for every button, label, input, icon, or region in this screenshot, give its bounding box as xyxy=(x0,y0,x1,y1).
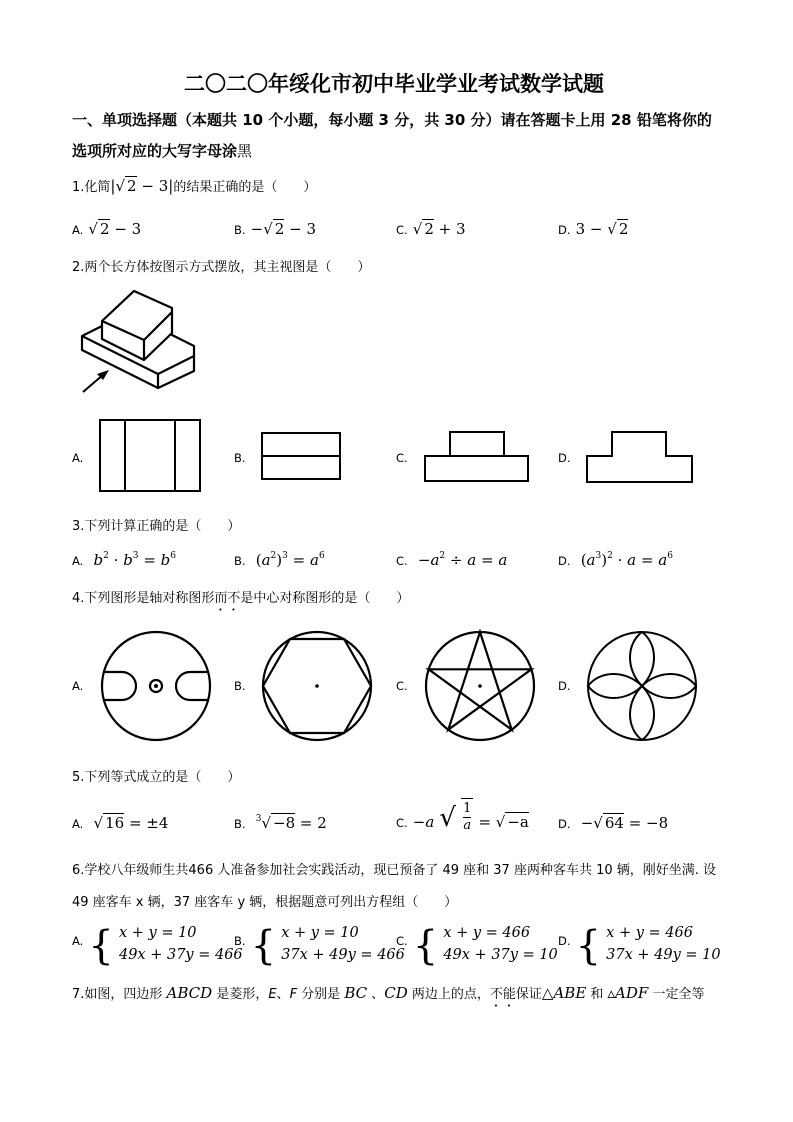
section-heading-line2: 选项所对应的大写字母涂黑 xyxy=(72,142,253,160)
question-5: 5.下列等式成立的是（ ） xyxy=(72,770,241,785)
q4-label-b[interactable]: B. xyxy=(234,679,246,693)
q3-option-d[interactable]: D. $(a^3)^2 \cdot a = a^6$ xyxy=(558,551,673,569)
q4-option-a-figure[interactable] xyxy=(100,630,212,742)
q1-option-b[interactable]: B. −√ 2 − 3 xyxy=(234,220,316,238)
q4-label-a[interactable]: A. xyxy=(72,679,84,693)
q2-option-c-figure[interactable] xyxy=(424,431,530,483)
q2-label-a[interactable]: A. xyxy=(72,451,84,465)
q5-option-d[interactable]: D. −√ 64 = −8 xyxy=(558,814,669,832)
q5-option-a[interactable]: A. √ 16 = ±4 xyxy=(72,814,169,832)
q4-option-c-figure[interactable] xyxy=(424,630,536,742)
question-2: 2.两个长方体按图示方式摆放，其主视图是（ ） xyxy=(72,260,371,275)
q4-option-b-figure[interactable] xyxy=(261,630,373,742)
question-4: 4.下列图形是轴对称图形而不是中心对称图形的是（ ） xyxy=(72,591,410,606)
q5-option-b[interactable]: B. $^3$√ −8 = 2 xyxy=(234,814,327,832)
q5-option-c[interactable]: $_{C.}$ −a √ $\frac{1}{a}$ = √ −a xyxy=(396,798,529,842)
q1-option-a[interactable]: A. √ 2 − 3 xyxy=(72,220,142,238)
q2-option-b-figure[interactable] xyxy=(261,432,342,481)
q2-option-d-figure[interactable] xyxy=(586,431,694,484)
q3-option-a[interactable]: A. $b^2 \cdot b^3 = b^6$ xyxy=(72,551,177,569)
q1-option-c[interactable]: C. √ 2 + 3 xyxy=(396,220,466,238)
question-6-line2: 49 座客车 x 辆，37 座客车 y 辆，根据题意可列出方程组（ ） xyxy=(72,895,458,910)
q6-option-b[interactable]: $^{B.}$ { x + y = 10 37x + 49y = 466 xyxy=(234,923,405,969)
question-1: 1.化简|√ 2 − 3|的结果正确的是（ ） xyxy=(72,177,317,195)
question-7: 7.如图，四边形 ABCD 是菱形，E、F 分别是 BC 、CD 两边上的点，不能保证△ABE 和 ▵ADF 一定全等 xyxy=(72,984,705,1002)
q3-option-b[interactable]: B. $(a^2)^3 = a^6$ xyxy=(234,551,325,569)
question-3: 3.下列计算正确的是（ ） xyxy=(72,519,241,534)
question-6-line1: 6.学校八年级师生共466 人准备参加社会实践活动，现已预备了 49 座和 37 座两种客车共 10 辆，刚好坐满. 设 xyxy=(72,863,717,878)
q6-option-a[interactable]: $^{A.}$ { x + y = 10 49x + 37y = 466 xyxy=(72,923,243,969)
q2-label-c[interactable]: C. xyxy=(396,451,408,465)
q4-label-c[interactable]: C. xyxy=(396,679,408,693)
q6-option-d[interactable]: $^{D.}$ { x + y = 466 37x + 49y = 10 xyxy=(558,923,721,969)
page-title: 二〇二〇年绥化市初中毕业学业考试数学试题 xyxy=(184,72,604,96)
q2-option-a-figure[interactable] xyxy=(99,419,202,492)
q2-figure-boxes xyxy=(76,288,196,396)
q2-label-d[interactable]: D. xyxy=(558,451,571,465)
q6-option-c[interactable]: $^{C.}$ { x + y = 466 49x + 37y = 10 xyxy=(396,923,558,969)
q4-label-d[interactable]: D. xyxy=(558,679,571,693)
section-heading-line1: 一、单项选择题（本题共 10 个小题，每小题 3 分，共 30 分）请在答题卡上用 28 铅笔将你的 xyxy=(72,111,712,129)
q4-option-d-figure[interactable] xyxy=(586,630,698,742)
q2-label-b[interactable]: B. xyxy=(234,451,246,465)
q1-option-d[interactable]: D. 3 − √ 2 xyxy=(558,220,629,238)
q3-option-c[interactable]: C. $-a^2 \div a = a$ xyxy=(396,551,508,569)
